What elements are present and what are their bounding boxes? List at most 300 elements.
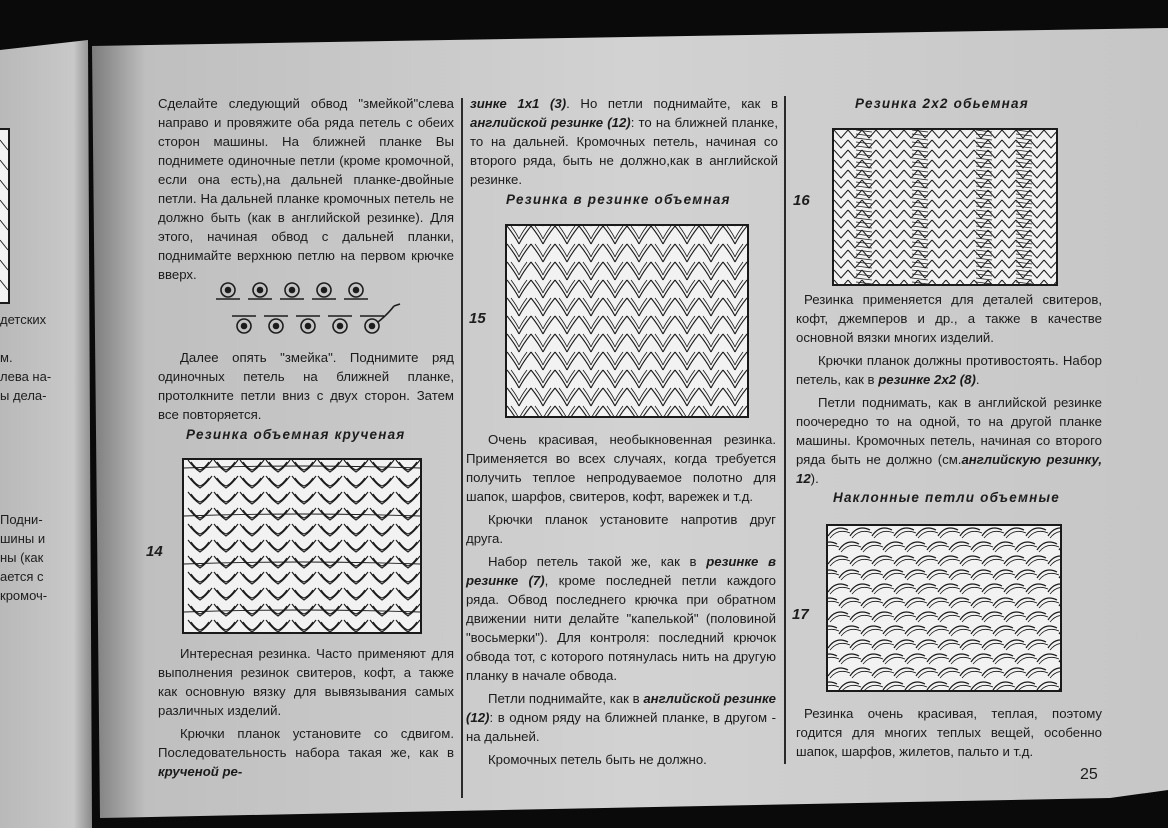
- knit-stroke: [984, 615, 1004, 622]
- knit-stroke: [932, 150, 946, 158]
- knit-stroke: [1002, 130, 1016, 138]
- knit-stroke: [876, 270, 890, 278]
- knit-stroke: [841, 601, 861, 608]
- knit-stroke: [217, 526, 235, 534]
- knit-stroke: [874, 643, 894, 650]
- knit-stroke: [876, 140, 890, 148]
- knit-stroke: [946, 230, 960, 238]
- knit-stroke: [946, 250, 960, 258]
- knit-stroke: [856, 154, 872, 156]
- knit-stroke: [973, 601, 993, 608]
- knit-stroke: [876, 170, 890, 178]
- knit-stroke: [904, 150, 918, 158]
- knit-stroke: [1030, 250, 1044, 258]
- knit-stroke: [1059, 570, 1060, 578]
- knit-stroke: [373, 622, 391, 630]
- knit-stroke: [932, 210, 946, 218]
- knit-stroke: [929, 573, 949, 580]
- knit-stroke: [1017, 685, 1037, 690]
- knit-stroke: [373, 478, 391, 486]
- knit-stroke: [951, 573, 971, 580]
- knit-stroke: [896, 531, 916, 538]
- knit-stroke: [929, 685, 949, 690]
- knit-stroke: [984, 531, 1004, 538]
- knit-stroke: [1016, 198, 1032, 200]
- knit-stroke: [1006, 559, 1026, 566]
- knit-stroke: [1016, 258, 1032, 260]
- knit-stroke: [946, 130, 960, 138]
- knit-stroke: [848, 190, 862, 198]
- knit-stroke: [976, 238, 992, 240]
- knit-stroke: [373, 542, 391, 550]
- continuation-text-1: . Но петли поднимайте, как в: [566, 96, 778, 111]
- knit-stroke: [960, 230, 974, 238]
- knit-stroke: [663, 406, 671, 416]
- knit-stroke: [1016, 194, 1032, 196]
- knit-stroke: [848, 150, 862, 158]
- knit-stroke: [1002, 190, 1016, 198]
- knit-stroke: [191, 606, 209, 614]
- knit-stroke: [890, 200, 904, 208]
- knit-stroke: [727, 406, 735, 416]
- left-fragment-line: кромоч-: [0, 588, 48, 603]
- knit-stroke: [962, 643, 982, 650]
- knit-stroke: [373, 510, 391, 518]
- knit-stroke: [191, 558, 209, 566]
- knit-stroke: [951, 545, 971, 552]
- knit-stroke: [962, 531, 982, 538]
- knit-stroke: [1006, 587, 1026, 594]
- knit-stroke: [960, 170, 974, 178]
- knit-stroke: [243, 622, 261, 630]
- knit-stroke: [918, 587, 938, 594]
- knit-stroke: [1030, 170, 1044, 178]
- ref-english: английской резинке (12): [470, 115, 631, 130]
- knit-stroke: [976, 158, 992, 160]
- knit-stroke: [874, 587, 894, 594]
- column-3-body: [796, 290, 1102, 492]
- knit-stroke: [1016, 254, 1032, 256]
- knit-stroke: [1030, 130, 1044, 138]
- knit-stroke: [830, 531, 850, 538]
- knit-stroke: [321, 494, 339, 502]
- knit-stroke: [347, 526, 365, 534]
- left-fragment-line: ается с: [0, 569, 44, 584]
- knit-stroke: [912, 238, 928, 240]
- knit-stroke: [988, 230, 1002, 238]
- knit-stroke: [988, 210, 1002, 218]
- knit-stroke: [896, 615, 916, 622]
- knit-stroke: [347, 494, 365, 502]
- knit-stroke: [1006, 615, 1026, 622]
- knit-stroke: [399, 478, 417, 486]
- knit-stroke: [1016, 174, 1032, 176]
- knit-stroke: [890, 250, 904, 258]
- left-fragment-line: Подни-: [0, 512, 43, 527]
- knit-stroke: [848, 280, 862, 284]
- knit-stroke: [976, 150, 992, 152]
- knit-stroke: [946, 190, 960, 198]
- knit-stroke: [1016, 274, 1032, 276]
- knit-stroke: [976, 270, 992, 272]
- para-15-1: Очень красивая, необыкновенная резинка. Применяется во всех случаях, когда требуется получить теплое непродуваемое полотно для шапок, шарфов, свитеров, кофт, варежек и т.д.: [466, 432, 776, 504]
- knit-stroke: [269, 526, 287, 534]
- knit-stroke: [347, 542, 365, 550]
- knit-stroke: [890, 240, 904, 248]
- knit-stroke: [1016, 278, 1032, 280]
- knit-stroke: [976, 198, 992, 200]
- knit-stroke: [988, 270, 1002, 278]
- para-16-3-text-a: Петли поднимать, как в английской резинке поочередно то на одной, то на другой планке машины. Кромочных петель, начиная со второго ряда быть не должно (см.: [796, 395, 1102, 467]
- knit-stroke: [876, 220, 890, 228]
- knit-stroke: [890, 140, 904, 148]
- knit-stroke: [918, 671, 938, 678]
- knit-stroke: [848, 130, 862, 138]
- knit-stroke: [295, 478, 313, 486]
- knit-stroke: [191, 494, 209, 502]
- knit-stroke: [399, 558, 417, 566]
- para-15-3: [466, 552, 776, 685]
- knit-stroke: [834, 270, 848, 278]
- knit-stroke: [1044, 260, 1056, 268]
- knit-stroke: [243, 478, 261, 486]
- knit-stroke: [984, 671, 1004, 678]
- knit-stroke: [703, 406, 711, 416]
- knit-stroke: [896, 559, 916, 566]
- knit-stroke: [960, 130, 974, 138]
- knit-stroke: [932, 180, 946, 188]
- para-16-2-text-a: Крючки планок должны противостоять. Набор петель, как в: [796, 353, 1102, 387]
- knit-stroke: [932, 130, 946, 138]
- knit-stroke: [876, 210, 890, 218]
- knit-stroke: [856, 234, 872, 236]
- knit-stroke: [976, 210, 992, 212]
- knit-stroke: [962, 587, 982, 594]
- knit-stroke: [217, 494, 235, 502]
- knit-stroke: [962, 559, 982, 566]
- knit-stroke: [679, 406, 687, 416]
- knit-stroke: [1002, 200, 1016, 208]
- knit-stroke: [976, 170, 992, 172]
- knit-stroke: [1002, 180, 1016, 188]
- knit-stroke: [828, 573, 839, 580]
- knit-stroke: [1002, 230, 1016, 238]
- knit-stroke: [1030, 150, 1044, 158]
- knit-stroke: [828, 629, 839, 636]
- page-number: 25: [1080, 766, 1098, 783]
- knit-stroke: [373, 558, 391, 566]
- knit-stroke: [976, 226, 992, 228]
- knit-stroke: [828, 657, 839, 664]
- knit-stroke: [929, 629, 949, 636]
- knit-stroke: [852, 587, 872, 594]
- knit-stroke: [1044, 250, 1056, 258]
- knit-stroke: [852, 615, 872, 622]
- knit-stroke: [834, 160, 848, 168]
- knit-stroke: [1016, 218, 1032, 220]
- knit-stroke: [946, 260, 960, 268]
- figure-number-14: 14: [146, 543, 163, 560]
- knit-stroke: [1016, 234, 1032, 236]
- interesting-paragraph: Интересная резинка. Часто применяют для выполнения резинок свитеров, кофт, а также как основную вязку для вывязывания самых различных изделий.: [158, 646, 454, 718]
- knit-stroke: [191, 574, 209, 582]
- knit-stroke: [535, 406, 543, 416]
- knit-stroke: [1017, 545, 1037, 552]
- knit-stroke: [559, 406, 567, 416]
- para-15-3-text-b: , кроме последней петли каждого ряда. Обвод последнего крючка при обратном движении нити делайте "капелькой" (половиной "восьмерки"). Для контроля: последний крючок обвода тот, с которого потянулась нить на другую планку в начале обвода.: [466, 573, 776, 683]
- knit-stroke: [399, 510, 417, 518]
- knit-stroke: [896, 587, 916, 594]
- knit-stroke: [856, 258, 872, 260]
- knit-stroke: [976, 146, 992, 148]
- knit-stroke: [191, 526, 209, 534]
- ref-rezinka-v-rezinke: резинке в резинке (7): [466, 554, 776, 588]
- knit-stroke: [995, 573, 1015, 580]
- knit-stroke: [940, 559, 960, 566]
- knit-stroke: [848, 210, 862, 218]
- column-2-top: [470, 94, 778, 193]
- knit-stroke: [932, 190, 946, 198]
- column-2-body: [466, 430, 776, 773]
- knit-stroke: [217, 558, 235, 566]
- knit-stroke: [960, 210, 974, 218]
- knit-stroke: [295, 574, 313, 582]
- knit-stroke: [399, 462, 417, 470]
- knit-stroke: [960, 160, 974, 168]
- knit-stroke: [940, 671, 960, 678]
- column-3-bottom: [796, 704, 1102, 765]
- knit-stroke: [1002, 170, 1016, 178]
- knit-stroke: [940, 587, 960, 594]
- knit-stroke: [830, 671, 850, 678]
- knit-stroke: [399, 606, 417, 614]
- swatch-15: [505, 224, 749, 418]
- knit-stroke: [929, 657, 949, 664]
- para-16-1: Резинка применяется для деталей свитеров, кофт, джемперов и др., а также в качестве основной вязки многих изделий.: [796, 292, 1102, 345]
- knit-stroke: [543, 406, 551, 416]
- knit-stroke: [876, 260, 890, 268]
- knit-stroke: [295, 622, 313, 630]
- knit-stroke: [874, 671, 894, 678]
- knit-stroke: [890, 260, 904, 268]
- knit-stroke: [995, 657, 1015, 664]
- knit-stroke: [519, 406, 527, 416]
- heading-17: Наклонные петли объемные: [833, 490, 1060, 505]
- knit-stroke: [1017, 573, 1037, 580]
- knit-stroke: [834, 280, 848, 284]
- knit-stroke: [951, 685, 971, 690]
- knit-stroke: [912, 174, 928, 176]
- knit-stroke: [946, 180, 960, 188]
- knit-stroke: [976, 250, 992, 252]
- knit-stroke: [834, 180, 848, 188]
- knit-stroke: [1030, 140, 1044, 148]
- knit-stroke: [932, 170, 946, 178]
- knit-stroke: [929, 601, 949, 608]
- knit-stroke: [960, 150, 974, 158]
- knit-stroke: [856, 158, 872, 160]
- knit-stroke: [946, 270, 960, 278]
- knit-stroke: [830, 559, 850, 566]
- knit-stroke: [874, 559, 894, 566]
- knit-stroke: [932, 240, 946, 248]
- knit-stroke: [960, 140, 974, 148]
- knit-stroke: [885, 685, 905, 690]
- knit-stroke: [1028, 643, 1048, 650]
- knit-stroke: [1044, 140, 1056, 148]
- knit-stroke: [655, 406, 663, 416]
- knit-stroke: [1044, 160, 1056, 168]
- knit-stroke: [904, 230, 918, 238]
- knit-stroke: [976, 130, 992, 132]
- knit-stroke: [960, 240, 974, 248]
- knit-stroke: [243, 590, 261, 598]
- knit-stroke: [217, 622, 235, 630]
- knit-stroke: [399, 622, 417, 630]
- knit-stroke: [1030, 160, 1044, 168]
- left-fragment-line: детских: [0, 312, 47, 327]
- lower-loops: [232, 304, 400, 333]
- knit-stroke: [321, 574, 339, 582]
- knit-stroke: [347, 590, 365, 598]
- knit-stroke: [639, 406, 647, 416]
- knit-stroke: [1030, 230, 1044, 238]
- knit-stroke: [904, 170, 918, 178]
- knit-stroke: [1002, 160, 1016, 168]
- knit-stroke: [876, 180, 890, 188]
- upper-loops: [216, 283, 368, 299]
- knit-stroke: [852, 671, 872, 678]
- knit-stroke: [1028, 615, 1048, 622]
- knit-stroke: [1059, 682, 1060, 690]
- knit-stroke: [976, 278, 992, 280]
- knit-stroke: [1059, 598, 1060, 606]
- knit-stroke: [890, 190, 904, 198]
- knit-stroke: [1030, 200, 1044, 208]
- knit-stroke: [918, 531, 938, 538]
- knit-stroke: [1002, 240, 1016, 248]
- knit-stroke: [876, 130, 890, 138]
- knit-stroke: [940, 531, 960, 538]
- knit-stroke: [912, 274, 928, 276]
- knit-stroke: [269, 494, 287, 502]
- knit-stroke: [321, 590, 339, 598]
- knit-stroke: [960, 280, 974, 284]
- knit-stroke: [856, 214, 872, 216]
- knit-stroke: [988, 150, 1002, 158]
- knit-stroke: [217, 590, 235, 598]
- knit-stroke: [1016, 158, 1032, 160]
- knit-stroke: [1039, 657, 1059, 664]
- knit-stroke: [912, 138, 928, 140]
- knit-stroke: [863, 573, 883, 580]
- knit-stroke: [932, 200, 946, 208]
- knit-stroke: [1002, 260, 1016, 268]
- knit-stroke: [904, 280, 918, 284]
- knit-stroke: [269, 478, 287, 486]
- para-16-3-text-b: ).: [810, 471, 819, 486]
- knit-stroke: [295, 526, 313, 534]
- knit-stroke: [885, 545, 905, 552]
- knit-stroke: [1059, 654, 1060, 662]
- hooks-text: Крючки планок установите со сдвигом. Последовательность набора такая же, как в: [158, 726, 454, 760]
- swatch-14: [182, 458, 422, 634]
- knit-stroke: [373, 526, 391, 534]
- knit-stroke: [932, 160, 946, 168]
- knit-stroke: [876, 230, 890, 238]
- knit-stroke: [973, 573, 993, 580]
- knit-stroke: [907, 629, 927, 636]
- knit-stroke: [852, 643, 872, 650]
- knit-stroke: [1030, 220, 1044, 228]
- knit-stroke: [1016, 138, 1032, 140]
- knit-stroke: [321, 526, 339, 534]
- knit-stroke: [1039, 573, 1059, 580]
- knit-stroke: [890, 280, 904, 284]
- knit-stroke: [852, 559, 872, 566]
- knit-stroke: [1030, 240, 1044, 248]
- knit-stroke: [834, 130, 848, 138]
- knit-stroke: [217, 574, 235, 582]
- knit-stroke: [976, 178, 992, 180]
- knit-stroke: [191, 542, 209, 550]
- knit-stroke: [321, 542, 339, 550]
- column-1-intro: [158, 94, 454, 288]
- knit-stroke: [347, 574, 365, 582]
- figure-number-17: 17: [792, 606, 809, 623]
- knit-stroke: [217, 606, 235, 614]
- knit-stroke: [321, 478, 339, 486]
- hooks-ref: крученой ре-: [158, 764, 243, 779]
- knit-stroke: [848, 230, 862, 238]
- knit-stroke: [973, 657, 993, 664]
- left-fragment-line: ы дела-: [0, 388, 47, 403]
- ref-english-3: английскую резинку, 12: [796, 452, 1102, 486]
- knit-stroke: [841, 685, 861, 690]
- knit-stroke: [960, 190, 974, 198]
- knit-stroke: [1017, 601, 1037, 608]
- knit-stroke: [841, 657, 861, 664]
- knit-stroke: [217, 478, 235, 486]
- knit-stroke: [962, 671, 982, 678]
- knit-stroke: [373, 462, 391, 470]
- knit-stroke: [912, 154, 928, 156]
- knit-stroke: [940, 643, 960, 650]
- knit-stroke: [973, 629, 993, 636]
- knit-stroke: [841, 629, 861, 636]
- knit-stroke: [243, 542, 261, 550]
- knit-stroke: [885, 629, 905, 636]
- knit-stroke: [995, 685, 1015, 690]
- knit-stroke: [269, 574, 287, 582]
- left-page-fragment: [0, 310, 60, 329]
- knit-stroke: [834, 170, 848, 178]
- knit-stroke: [856, 194, 872, 196]
- knit-stroke: [973, 545, 993, 552]
- left-fragment-line: ны (как: [0, 550, 44, 565]
- knit-stroke: [1028, 587, 1048, 594]
- knit-stroke: [1059, 542, 1060, 550]
- zmeika-paragraph: Далее опять "змейка". Поднимите ряд одиночных петель на ближней планке, протолкните петли вниз с двух сторон. Затем все повторяется.: [158, 350, 454, 422]
- knit-stroke: [295, 542, 313, 550]
- column-1-bottom: [158, 644, 454, 785]
- knit-stroke: [1044, 210, 1056, 218]
- knit-stroke: [830, 643, 850, 650]
- knit-stroke: [1016, 134, 1032, 136]
- knit-stroke: [1044, 150, 1056, 158]
- knit-stroke: [904, 250, 918, 258]
- left-page-fragment: [0, 348, 60, 405]
